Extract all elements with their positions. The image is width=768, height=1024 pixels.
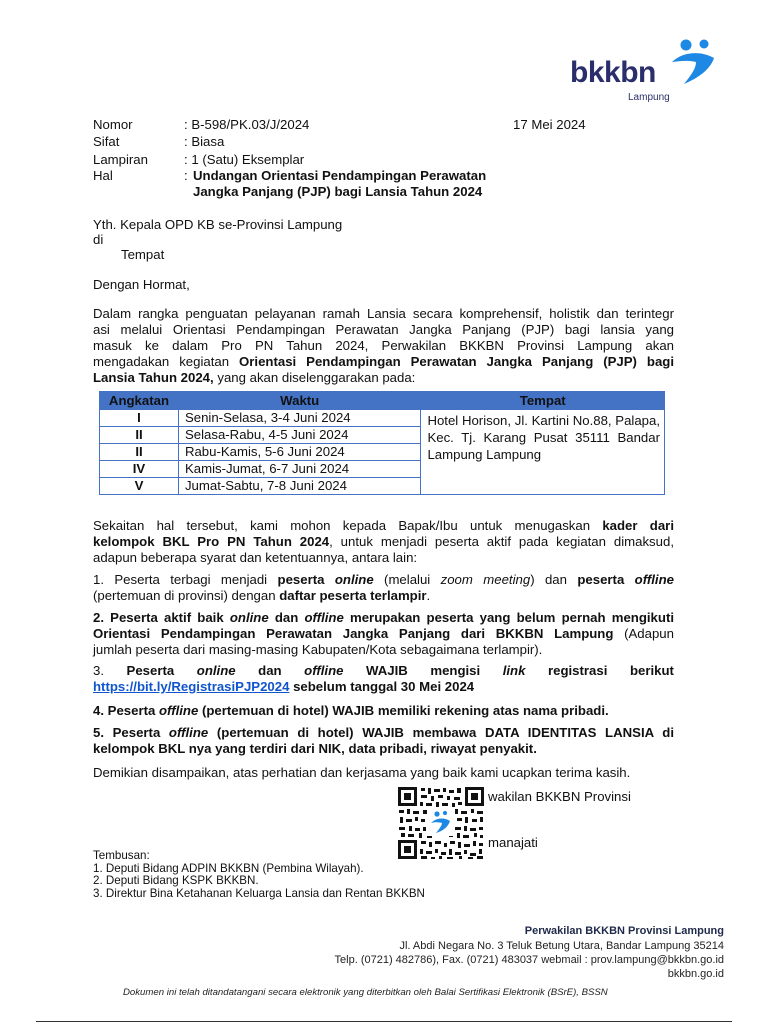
intro-line5: Lansia Tahun 2024, yang akan diselenggarakan pada: bbox=[93, 370, 416, 385]
sifat-label: Sifat bbox=[93, 134, 120, 149]
intro-line3: masuk ke dalam Pro PN Tahun 2024, Perwakilan BKKBN Provinsi Lampung akan bbox=[93, 338, 674, 353]
request-paragraph bbox=[93, 518, 674, 566]
point-4: 4. Peserta offline (pertemuan di hotel) WAJIB memiliki rekening atas nama pribadi. bbox=[93, 703, 609, 718]
tembusan bbox=[93, 850, 425, 900]
angkatan-cell: V bbox=[100, 478, 179, 495]
angkatan-cell: I bbox=[100, 410, 179, 427]
registration-link[interactable]: https://bit.ly/RegistrasiPJP2024 bbox=[93, 679, 290, 694]
point-1: 1. Peserta terbagi menjadi peserta online (melalui zoom meeting) dan peserta offline (pertemuan di provinsi) dengan daftar peserta terlampir. bbox=[93, 572, 674, 603]
waktu-cell: Selasa-Rabu, 4-5 Juni 2024 bbox=[178, 427, 421, 444]
letter-date: 17 Mei 2024 bbox=[513, 117, 586, 132]
recipient-line3: Tempat bbox=[121, 247, 165, 262]
footer-address: Jl. Abdi Negara No. 3 Teluk Betung Utara, Bandar Lampung 35214 bbox=[399, 940, 724, 952]
hal-subject-line2: Jangka Panjang (PJP) bagi Lansia Tahun 2024 bbox=[193, 184, 483, 199]
angkatan-cell: II bbox=[100, 427, 179, 444]
footer-site: bkkbn.go.id bbox=[667, 968, 724, 980]
bkkbn-logo bbox=[570, 38, 730, 108]
header-tempat: Tempat bbox=[421, 392, 665, 410]
request-line3: adapun beberapa syarat dan ketentuannya, antara lain: bbox=[93, 550, 418, 565]
nomor-value: : B-598/PK.03/J/2024 bbox=[184, 117, 310, 132]
signature-title: wakilan BKKBN Provinsi bbox=[488, 789, 631, 804]
header-angkatan: Angkatan bbox=[100, 392, 179, 410]
recipient-line1: Yth. Kepala OPD KB se-Provinsi Lampung bbox=[93, 217, 343, 232]
list-item: 3. Direktur Bina Ketahanan Keluarga Lansia dan Rentan BKKBN bbox=[93, 886, 425, 900]
footer-contact: Telp. (0721) 482786), Fax. (0721) 483037 webmail : prov.lampung@bkkbn.go.id bbox=[334, 954, 724, 966]
hal-label: Hal bbox=[93, 168, 113, 183]
footer-org: Perwakilan BKKBN Provinsi Lampung bbox=[524, 925, 724, 937]
point-5: 5. Peserta offline (pertemuan di hotel) WAJIB membawa DATA IDENTITAS LANSIA di kelompok BKL nya yang terdiri dari NIK, data pribadi, riwayat penyakit. bbox=[93, 725, 674, 756]
angkatan-cell: II bbox=[100, 444, 179, 461]
nomor-label: Nomor bbox=[93, 117, 133, 132]
schedule-header-row bbox=[100, 392, 665, 410]
recipient-line2: di bbox=[93, 232, 104, 247]
schedule-table bbox=[99, 391, 665, 495]
waktu-cell: Kamis-Jumat, 6-7 Juni 2024 bbox=[178, 461, 421, 478]
tembusan-title: Tembusan: bbox=[93, 849, 150, 862]
logo-wordmark: bkkbn bbox=[570, 56, 656, 89]
intro-line4: mengadakan kegiatan Orientasi Pendampingan Perawatan Jangka Panjang (PJP) bagi bbox=[93, 354, 674, 369]
intro-paragraph bbox=[93, 306, 674, 386]
angkatan-cell: IV bbox=[100, 461, 179, 478]
hal-subject-line1: Undangan Orientasi Pendampingan Perawatan bbox=[193, 168, 487, 183]
footer-divider bbox=[36, 1021, 732, 1022]
table-row bbox=[100, 410, 665, 427]
lampiran-value: : 1 (Satu) Eksemplar bbox=[184, 152, 305, 167]
list-item: 1. Deputi Bidang ADPIN BKKBN (Pembina Wilayah). bbox=[93, 861, 364, 875]
signature-name: manajati bbox=[488, 835, 538, 850]
sifat-value: : Biasa bbox=[184, 134, 225, 149]
waktu-cell: Jumat-Sabtu, 7-8 Juni 2024 bbox=[178, 478, 421, 495]
greeting: Dengan Hormat, bbox=[93, 277, 190, 292]
waktu-cell: Senin-Selasa, 3-4 Juni 2024 bbox=[178, 410, 421, 427]
intro-line2: asi melalui Orientasi Pendampingan Perawatan Jangka Panjang (PJP) bagi lansia yang bbox=[93, 322, 674, 337]
bkkbn-swirl-icon bbox=[666, 38, 728, 86]
point-2: 2. Peserta aktif baik online dan offline merupakan peserta yang belum pernah mengikuti Orientasi Pendampingan Perawatan Jangka Panjang dari BKKBN Lampung (Adapun jumlah peserta dari masing-masing Kabupaten/Kota sebagaimana terlampir). bbox=[93, 610, 674, 657]
waktu-cell: Rabu-Kamis, 5-6 Juni 2024 bbox=[178, 444, 421, 461]
hal-colon: : bbox=[184, 168, 188, 183]
point-3: 3. Peserta online dan offline WAJIB mengisi link registrasi berikut https://bit.ly/RegistrasiPJP2024 sebelum tanggal 30 Mei 2024 bbox=[93, 663, 674, 694]
logo-subtitle: Lampung bbox=[628, 92, 670, 103]
intro-line1: Dalam rangka penguatan pelayanan ramah Lansia secara komprehensif, holistik dan terintegr bbox=[93, 306, 674, 321]
qr-code-icon bbox=[397, 786, 485, 860]
header-waktu: Waktu bbox=[178, 392, 421, 410]
request-line1: Sekaitan hal tersebut, kami mohon kepada Bapak/Ibu untuk menugaskan kader dari bbox=[93, 518, 674, 533]
tempat-cell: Hotel Horison, Jl. Kartini No.88, Palapa, Kec. Tj. Karang Pusat 35111 Bandar Lampung Lampung bbox=[421, 410, 665, 495]
esign-note: Dokumen ini telah ditandatangani secara elektronik yang diterbitkan oleh Balai Sertifikasi Elektronik (BSrE), BSSN bbox=[123, 987, 608, 998]
lampiran-label: Lampiran bbox=[93, 152, 148, 167]
list-item: 2. Deputi Bidang KSPK BKKBN. bbox=[93, 874, 259, 888]
request-line2: kelompok BKL Pro PN Tahun 2024, untuk menjadi peserta aktif pada kegiatan dimaksud, bbox=[93, 534, 674, 549]
closing-text: Demikian disampaikan, atas perhatian dan kerjasama yang baik kami ucapkan terima kasih. bbox=[93, 765, 631, 780]
